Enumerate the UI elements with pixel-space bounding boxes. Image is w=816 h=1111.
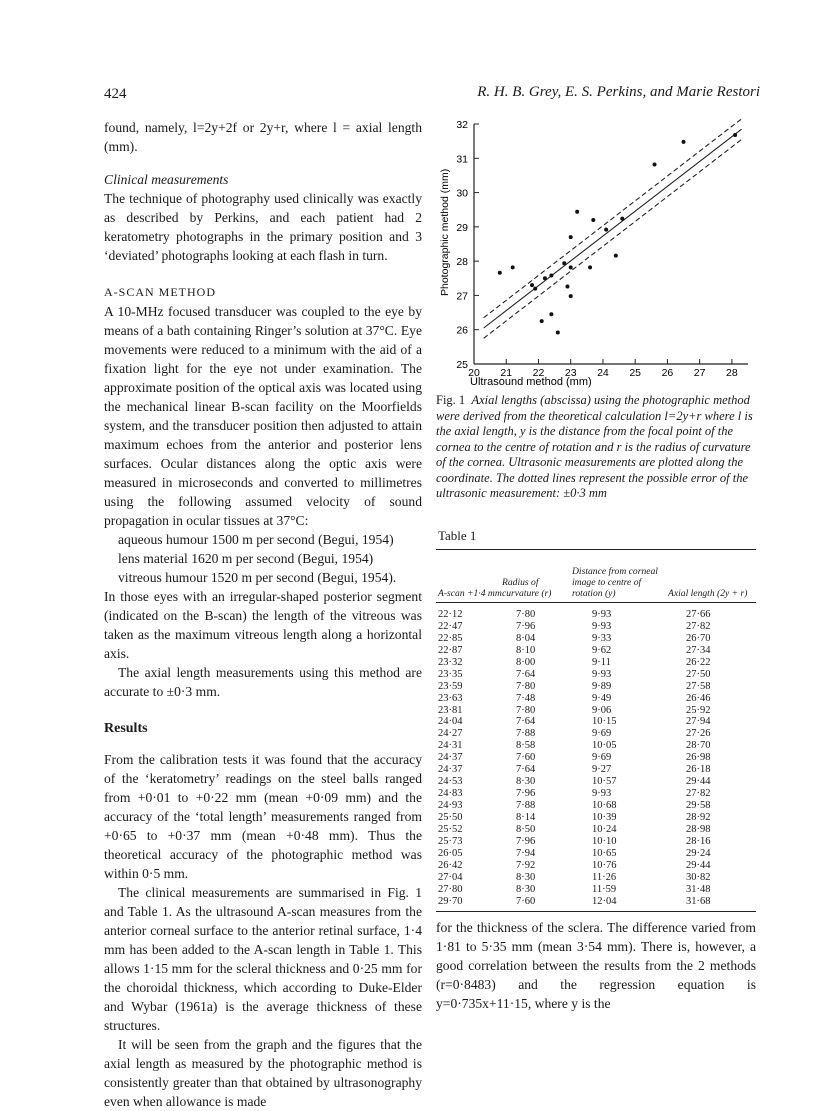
table-cell: 11·26 bbox=[592, 871, 617, 883]
table-row bbox=[436, 657, 756, 669]
table-cell: 24·37 bbox=[438, 764, 463, 776]
table-cell: 9·33 bbox=[592, 632, 612, 644]
x-tick-label: 22 bbox=[532, 367, 545, 379]
table-cell: 12·04 bbox=[592, 895, 617, 907]
table-cell: 27·82 bbox=[686, 788, 711, 800]
table-cell: 11·59 bbox=[592, 883, 617, 895]
velocity-lens: lens material 1620 m per second (Begui, 1954) bbox=[118, 551, 374, 566]
table-cell: 10·05 bbox=[592, 740, 617, 752]
table-cell: 23·32 bbox=[438, 656, 463, 668]
table-cell: 7·48 bbox=[516, 692, 536, 704]
table-cell: 25·50 bbox=[438, 811, 463, 823]
table-cell: 10·68 bbox=[592, 800, 617, 811]
table-row bbox=[436, 776, 756, 788]
scatter-plot bbox=[436, 116, 758, 388]
table-row bbox=[436, 800, 756, 812]
page-number: 424 bbox=[104, 86, 127, 102]
data-point bbox=[556, 330, 560, 334]
table-cell: 22·87 bbox=[438, 644, 463, 656]
left-column bbox=[104, 118, 422, 1111]
table-title: Table 1 bbox=[438, 528, 477, 543]
data-point bbox=[620, 217, 624, 221]
running-head: R. H. B. Grey, E. S. Perkins, and Marie Restori bbox=[477, 84, 760, 100]
table-row bbox=[436, 633, 756, 645]
table-cell: 22·47 bbox=[438, 620, 463, 632]
table-cell: 9·49 bbox=[592, 692, 612, 704]
table-cell: 23·35 bbox=[438, 668, 463, 680]
table-cell: 7·64 bbox=[516, 716, 536, 728]
paragraph-results-2: The clinical measurements are summarised in Fig. 1 and Table 1. As the ultrasound A-scan measures from the anterior corneal surface to the anterior retinal surface, 1·4 mm has been added to the A-scan length in Table 1. This allows 1·15 mm for the scleral thickness and 0·25 mm for the choroidal thickness, which according to Duke-Elder and Wybar (1961a) is the average thickness of these structures. bbox=[104, 885, 422, 1033]
table-cell: 8·00 bbox=[516, 656, 536, 668]
x-tick-label: 27 bbox=[693, 367, 706, 379]
plot-lines bbox=[484, 119, 742, 338]
table-cell: 30·82 bbox=[686, 871, 711, 883]
table-cell: 7·64 bbox=[516, 764, 536, 776]
paragraph-accuracy: The axial length measurements using this method are accurate to ±0·3 mm. bbox=[104, 665, 422, 699]
data-point bbox=[511, 265, 515, 269]
table-cell: 7·80 bbox=[516, 609, 536, 620]
table-cell: 27·82 bbox=[686, 620, 711, 632]
table-cell: 9·27 bbox=[592, 764, 612, 776]
table-cell: 27·50 bbox=[686, 668, 711, 680]
x-tick-label: 26 bbox=[661, 367, 674, 379]
table-row bbox=[436, 788, 756, 800]
table-cell: 10·57 bbox=[592, 776, 617, 788]
table-cell: 7·60 bbox=[516, 895, 536, 907]
table-row bbox=[436, 621, 756, 633]
table-cell: 9·89 bbox=[592, 680, 612, 692]
data-point bbox=[530, 283, 534, 287]
y-tick-label: 26 bbox=[456, 324, 468, 337]
table-cell: 25·52 bbox=[438, 823, 463, 835]
y-tick-label: 29 bbox=[456, 221, 468, 234]
table-cell: 24·27 bbox=[438, 728, 463, 740]
data-point bbox=[562, 261, 566, 265]
data-point bbox=[569, 265, 573, 269]
table-cell: 24·37 bbox=[438, 752, 463, 764]
header-distance: Distance from corneal image to centre of rotation (y) bbox=[572, 566, 658, 599]
table-cell: 24·04 bbox=[438, 716, 463, 728]
paragraph-continued: for the thickness of the sclera. The difference varied from 1·81 to 5·35 mm (mean 3·54 mm). There is, however, a good correlation between the results from the 2 methods (r=0·8483) and the regression equation is y=0·735x+11·15, where y is the bbox=[436, 920, 756, 1011]
table-cell: 29·70 bbox=[438, 895, 463, 907]
table-cell: 23·81 bbox=[438, 704, 463, 716]
table-cell: 8·14 bbox=[516, 811, 536, 823]
line-upper bbox=[484, 119, 742, 318]
table-cell: 31·68 bbox=[686, 895, 711, 907]
table-cell: 7·80 bbox=[516, 680, 536, 692]
figure-1 bbox=[436, 116, 758, 388]
table-row bbox=[436, 836, 756, 848]
table-cell: 31·48 bbox=[686, 883, 711, 895]
table-cell: 7·64 bbox=[516, 668, 536, 680]
x-tick-label: 21 bbox=[500, 367, 513, 379]
header-axial-length: Axial length (2y + r) bbox=[668, 588, 748, 599]
table-cell: 7·92 bbox=[516, 859, 536, 871]
figure-caption bbox=[436, 393, 758, 502]
data-table bbox=[436, 549, 756, 912]
table-cell: 24·83 bbox=[438, 788, 463, 800]
table-cell: 7·88 bbox=[516, 800, 536, 811]
table-row bbox=[436, 884, 756, 896]
table-cell: 7·96 bbox=[516, 620, 536, 632]
table-cell: 26·70 bbox=[686, 632, 711, 644]
velocity-vitreous: vitreous humour 1520 m per second (Begui, 1954). bbox=[118, 570, 397, 585]
data-point bbox=[569, 235, 573, 239]
table-body bbox=[436, 603, 756, 911]
table-cell: 7·94 bbox=[516, 847, 536, 859]
data-point bbox=[588, 265, 592, 269]
figure-caption-label: Fig. 1 bbox=[436, 393, 466, 407]
table-cell: 10·15 bbox=[592, 716, 617, 728]
y-tick-label: 25 bbox=[456, 359, 468, 371]
table-cell: 28·70 bbox=[686, 740, 711, 752]
data-point bbox=[604, 228, 608, 232]
data-point bbox=[533, 287, 537, 291]
table-cell: 10·65 bbox=[592, 847, 617, 859]
x-tick-label: 24 bbox=[597, 367, 609, 379]
table-cell: 26·46 bbox=[686, 692, 711, 704]
table-cell: 9·93 bbox=[592, 620, 612, 632]
table-cell: 9·93 bbox=[592, 609, 612, 620]
table-row bbox=[436, 609, 756, 621]
table-row bbox=[436, 764, 756, 776]
table-cell: 29·58 bbox=[686, 800, 711, 811]
paragraph-irregular: In those eyes with an irregular-shaped posterior segment (indicated on the B-scan) the length of the vitreous was taken as the maximum vitreous length along a horizontal axis. bbox=[104, 589, 422, 661]
x-axis-label: Ultrasound method (mm) bbox=[470, 376, 592, 388]
data-point bbox=[540, 319, 544, 323]
data-point bbox=[498, 271, 502, 275]
table-cell: 24·93 bbox=[438, 800, 463, 811]
table-row bbox=[436, 848, 756, 860]
table-cell: 9·69 bbox=[592, 728, 612, 740]
paragraph-intro: found, namely, l=2y+2f or 2y+r, where l = axial length (mm). bbox=[104, 120, 422, 154]
table-row bbox=[436, 812, 756, 824]
header-ascan: A-scan +1·4 mm bbox=[438, 588, 502, 599]
data-point bbox=[591, 218, 595, 222]
table-cell: 28·16 bbox=[686, 835, 711, 847]
table-cell: 26·98 bbox=[686, 752, 711, 764]
table-cell: 9·11 bbox=[592, 656, 611, 668]
table-cell: 9·62 bbox=[592, 644, 612, 656]
data-point bbox=[549, 312, 553, 316]
table-cell: 8·50 bbox=[516, 823, 536, 835]
y-tick-label: 31 bbox=[456, 153, 468, 166]
table-cell: 7·60 bbox=[516, 752, 536, 764]
y-tick-label: 30 bbox=[456, 187, 468, 200]
table-cell: 26·42 bbox=[438, 859, 463, 871]
table-cell: 7·96 bbox=[516, 835, 536, 847]
data-point bbox=[653, 162, 657, 166]
y-tick-label: 27 bbox=[456, 290, 468, 303]
table-cell: 27·34 bbox=[686, 644, 711, 656]
data-point bbox=[682, 140, 686, 144]
data-point bbox=[565, 285, 569, 289]
table-cell: 10·39 bbox=[592, 811, 617, 823]
table-cell: 23·59 bbox=[438, 680, 463, 692]
table-header bbox=[436, 550, 756, 603]
table-cell: 25·92 bbox=[686, 704, 711, 716]
heading-clinical-measurements: Clinical measurements bbox=[104, 172, 229, 187]
table-row bbox=[436, 824, 756, 836]
table-cell: 29·24 bbox=[686, 847, 711, 859]
table-row bbox=[436, 728, 756, 740]
table-cell: 8·04 bbox=[516, 632, 536, 644]
table-cell: 23·63 bbox=[438, 692, 463, 704]
table-cell: 27·80 bbox=[438, 883, 463, 895]
table-cell: 22·12 bbox=[438, 609, 463, 620]
table-cell: 8·58 bbox=[516, 740, 536, 752]
table-cell: 7·80 bbox=[516, 704, 536, 716]
table-cell: 22·85 bbox=[438, 632, 463, 644]
header-radius: Radius of curvature (r) bbox=[502, 577, 552, 599]
table-cell: 25·73 bbox=[438, 835, 463, 847]
y-tick-label: 32 bbox=[456, 119, 468, 131]
table-cell: 9·06 bbox=[592, 704, 612, 716]
y-axis-label: Photographic method (mm) bbox=[439, 168, 451, 296]
table-cell: 24·53 bbox=[438, 776, 463, 788]
heading-ascan-method: A-SCAN METHOD bbox=[104, 285, 216, 299]
plot-points bbox=[498, 133, 737, 334]
table-row bbox=[436, 872, 756, 884]
table-row bbox=[436, 669, 756, 681]
table-row bbox=[436, 716, 756, 728]
heading-results: Results bbox=[104, 721, 148, 736]
table-cell: 27·26 bbox=[686, 728, 711, 740]
table-row bbox=[436, 693, 756, 705]
table-row bbox=[436, 860, 756, 872]
table-row bbox=[436, 740, 756, 752]
table-cell: 8·30 bbox=[516, 776, 536, 788]
table-cell: 29·44 bbox=[686, 776, 711, 788]
table-cell: 7·96 bbox=[516, 788, 536, 800]
table-cell: 8·30 bbox=[516, 871, 536, 883]
table-cell: 24·31 bbox=[438, 740, 463, 752]
data-point bbox=[569, 294, 573, 298]
x-tick-label: 25 bbox=[629, 367, 642, 379]
table-row bbox=[436, 896, 756, 908]
table-row bbox=[436, 681, 756, 693]
paragraph-clinical: The technique of photography used clinically was exactly as described by Perkins, and each patient had 2 keratometry photographs in the primary position and 3 ‘deviated’ photographs looking at each flash in turn. bbox=[104, 191, 422, 263]
table-cell: 7·88 bbox=[516, 728, 536, 740]
table-row bbox=[436, 705, 756, 717]
paragraph-results-1: From the calibration tests it was found that the accuracy of the ‘keratometry’ readings on the steel balls ranged from +0·01 to +0·22 mm (mean +0·09 mm) and the accuracy of the ‘total length’ measurements ranged from +0·65 to +0·37 mm (mean +0·48 mm). Thus the theoretical accuracy of the photographic method was within 0·5 mm. bbox=[104, 752, 422, 881]
figure-caption-text: Axial lengths (abscissa) using the photographic method were derived from the theoretical calculation l=2y+r where l is the axial length, y is the distance from the focal point of the cornea to the centre of rotation and r is the radius of curvature of the cornea. Ultrasonic measurements are plotted along the coordinate. The dotted lines represent the possible error of the ultrasonic measurement: ±0·3 mm bbox=[436, 393, 753, 500]
paragraph-ascan: A 10-MHz focused transducer was coupled to the eye by means of a bath containing Ringer’s solution at 37°C. Eye movements were reduced to a minimum with the aid of a fixation light for the eye not under examination. The approximate position of the optical axis was located using the mechanical linear B-scan facility on the Moorfields system, and the transducer position then adjusted to attain maximum echoes from the anterior and posterior lens surfaces. Ocular distances along the optic axis were measured in microseconds and converted to millimetres using the following assumed velocity of sound propagation in ocular tissues at 37°C: bbox=[104, 304, 422, 528]
table-cell: 26·05 bbox=[438, 847, 463, 859]
table-cell: 28·98 bbox=[686, 823, 711, 835]
line-lower bbox=[484, 139, 742, 338]
x-tick-label: 23 bbox=[564, 367, 577, 379]
table-cell: 27·66 bbox=[686, 609, 711, 620]
table-row bbox=[436, 752, 756, 764]
table-cell: 8·30 bbox=[516, 883, 536, 895]
paragraph-results-3: It will be seen from the graph and the figures that the axial length as measured by the photographic method is consistently greater than that obtained by ultrasonography even when allowance is made bbox=[104, 1037, 422, 1109]
table-cell: 10·10 bbox=[592, 835, 617, 847]
table-cell: 26·22 bbox=[686, 656, 711, 668]
data-point bbox=[614, 254, 618, 258]
x-tick-label: 28 bbox=[726, 367, 738, 379]
velocity-aqueous: aqueous humour 1500 m per second (Begui, 1954) bbox=[118, 532, 394, 547]
table-cell: 9·69 bbox=[592, 752, 612, 764]
right-column-text bbox=[436, 918, 756, 1013]
table-cell: 27·94 bbox=[686, 716, 711, 728]
y-tick-label: 28 bbox=[456, 256, 468, 269]
data-point bbox=[549, 274, 553, 278]
table-cell: 9·93 bbox=[592, 788, 612, 800]
data-point bbox=[733, 133, 737, 137]
x-tick-label: 20 bbox=[468, 367, 480, 379]
table-row bbox=[436, 645, 756, 657]
line-regression bbox=[484, 129, 742, 328]
data-point bbox=[543, 276, 547, 280]
table-cell: 27·04 bbox=[438, 871, 463, 883]
table-cell: 26·18 bbox=[686, 764, 711, 776]
table-cell: 29·44 bbox=[686, 859, 711, 871]
table-cell: 10·24 bbox=[592, 823, 617, 835]
table-cell: 8·10 bbox=[516, 644, 536, 656]
table-cell: 10·76 bbox=[592, 859, 617, 871]
data-point bbox=[575, 210, 579, 214]
table-cell: 28·92 bbox=[686, 811, 711, 823]
table-cell: 9·93 bbox=[592, 668, 612, 680]
table-cell: 27·58 bbox=[686, 680, 711, 692]
